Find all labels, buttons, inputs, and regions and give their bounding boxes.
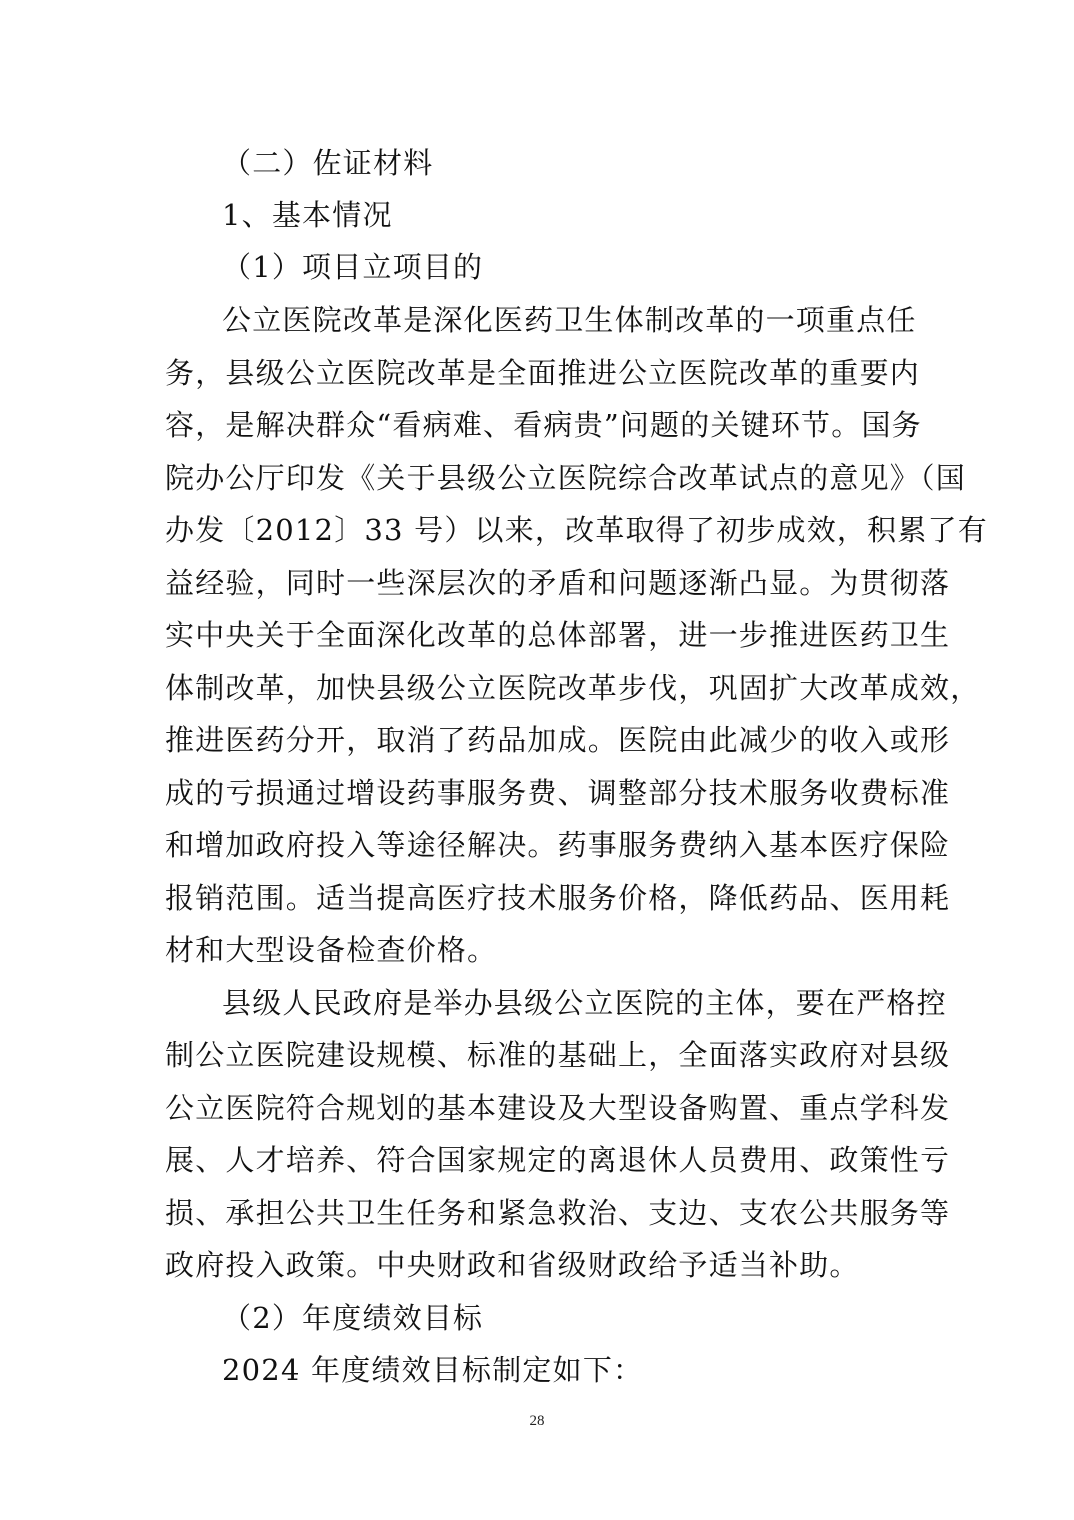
paragraph1-line: 实中央关于全面深化改革的总体部署，进一步推进医药卫生 (165, 618, 951, 652)
paragraph2-line: 公立医院符合规划的基本建设及大型设备购置、重点学科发 (165, 1091, 951, 1125)
paragraph1-line: 办发〔2012〕33 号）以来，改革取得了初步成效，积累了有 (165, 513, 988, 547)
paragraph1-line: 体制改革，加快县级公立医院改革步伐，巩固扩大改革成效， (165, 671, 981, 705)
paragraph1-line: 院办公厅印发《关于县级公立医院综合改革试点的意见》（国 (165, 461, 966, 495)
paragraph2-line: 政府投入政策。中央财政和省级财政给予适当补助。 (165, 1248, 860, 1282)
paragraph1-line: 成的亏损通过增设药事服务费、调整部分技术服务收费标准 (165, 776, 951, 810)
paragraph1-line: 推进医药分开，取消了药品加成。医院由此减少的收入或形 (165, 723, 951, 757)
paragraph1-line: 材和大型设备检查价格。 (165, 933, 498, 967)
goals-intro-text: 2024 年度绩效目标制定如下： (222, 1353, 644, 1387)
paragraph2-line: 县级人民政府是举办县级公立医院的主体，要在严格控 (222, 986, 947, 1020)
paragraph1-line: 公立医院改革是深化医药卫生体制改革的一项重点任 (222, 303, 917, 337)
paragraph1-line: 报销范围。适当提高医疗技术服务价格，降低药品、医用耗 (165, 881, 951, 915)
paragraph2-line: 损、承担公共卫生任务和紧急救治、支边、支农公共服务等 (165, 1196, 951, 1230)
subsection-heading-basic-situation: 1、基本情况 (222, 198, 393, 232)
item-heading-project-purpose: （1）项目立项目的 (222, 250, 484, 284)
page-number: 28 (529, 1413, 545, 1429)
item-heading-annual-goals: （2）年度绩效目标 (222, 1301, 484, 1335)
paragraph2-line: 制公立医院建设规模、标准的基础上，全面落实政府对县级 (165, 1038, 951, 1072)
paragraph1-line: 益经验，同时一些深层次的矛盾和问题逐渐凸显。为贯彻落 (165, 566, 951, 600)
paragraph1-line: 务，县级公立医院改革是全面推进公立医院改革的重要内 (165, 356, 921, 390)
paragraph1-line: 容，是解决群众“看病难、看病贵”问题的关键环节。国务 (165, 408, 922, 442)
paragraph2-line: 展、人才培养、符合国家规定的离退休人员费用、政策性亏 (165, 1143, 951, 1177)
section-heading-supporting-materials: （二）佐证材料 (222, 146, 434, 180)
paragraph1-line: 和增加政府投入等途径解决。药事服务费纳入基本医疗保险 (165, 828, 951, 862)
